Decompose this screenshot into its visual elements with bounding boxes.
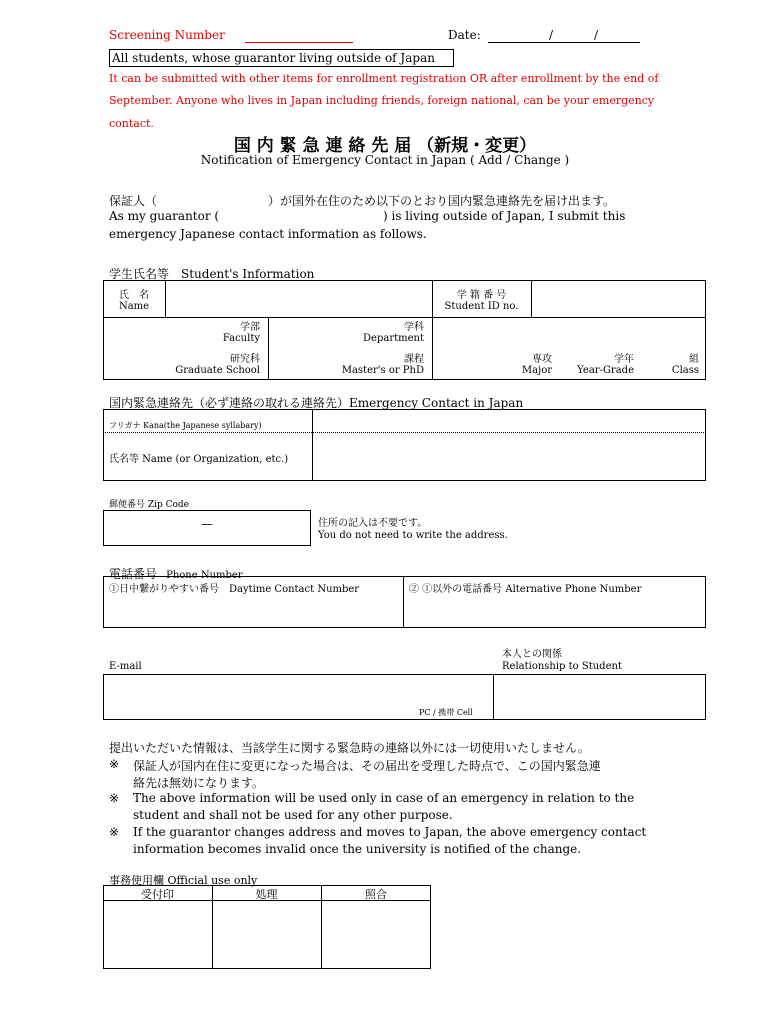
privacy-note-jp: 提出いただいた情報は、当該学生に関する緊急時の連絡以外には一切使用いたしません。: [109, 741, 590, 755]
table-divider: [403, 576, 404, 628]
alternative-phone-field[interactable]: [405, 596, 704, 626]
graduate-school-label-en: Graduate School: [175, 365, 260, 376]
device-type-label: PC / 携帯 Cell: [419, 708, 473, 717]
table-divider: [531, 280, 532, 317]
kana-divider: [103, 432, 706, 433]
note-mark: ※: [109, 791, 120, 805]
zip-code-dash: —: [201, 517, 213, 531]
graduate-school-label-jp: 研究科: [230, 354, 260, 365]
screening-number-label: Screening Number: [109, 28, 225, 42]
invalidation-note-en: If the guarantor changes address and moves to Japan, the above emergency contact: [133, 825, 647, 839]
intro-jp-start: 保証人（: [109, 194, 158, 208]
student-name-field[interactable]: [167, 282, 430, 315]
form-title-en: Notification of Emergency Contact in Japan ( Add / Change ): [200, 153, 570, 167]
invalidation-note-en-cont: information becomes invalid once the university is notified of the change.: [133, 842, 582, 856]
daytime-phone-label: ①日中繋がりやすい番号 Daytime Contact Number: [109, 584, 360, 595]
privacy-note-en: The above information will be used only in case of an emergency in relation to the: [133, 791, 635, 805]
phone-heading-jp: 電話番号: [109, 567, 158, 581]
date-separator: /: [594, 28, 599, 42]
email-label: E-mail: [109, 661, 142, 672]
official-use-heading: 事務使用欄 Official use only: [109, 874, 258, 887]
name-label-jp: 氏 名: [119, 290, 149, 301]
submission-note-line: contact.: [109, 117, 154, 130]
intro-jp-end: ）が国外在住のため以下のとおり国内緊急連絡先を届け出ます。: [268, 194, 616, 208]
student-id-label-jp: 学 籍 番 号: [456, 290, 507, 301]
alternative-phone-label: ② ①以外の電話番号 Alternative Phone Number: [409, 584, 642, 595]
verification-header: 照合: [365, 888, 387, 901]
student-id-field[interactable]: [533, 282, 704, 315]
address-note-en: You do not need to write the address.: [318, 530, 508, 541]
address-note-jp: 住所の記入は不要です。: [318, 518, 428, 529]
privacy-note-en-cont: student and shall not be used for any other purpose.: [133, 808, 453, 822]
invalidation-note-jp: 保証人が国内在住に変更になった場合は、その届出を受理した時点で、この国内緊急連: [133, 759, 601, 773]
note-mark: ※: [109, 825, 120, 839]
table-divider: [268, 317, 269, 380]
zip-code-heading: 郵便番号 Zip Code: [109, 500, 190, 510]
name-label-en: Name: [118, 301, 150, 312]
emergency-contact-heading: 国内緊急連絡先（必ず連絡の取れる連絡先）Emergency Contact in Japan: [109, 396, 524, 410]
table-divider: [165, 280, 166, 317]
course-label-jp: 課程: [404, 354, 424, 365]
faculty-label-en: Faculty: [222, 333, 260, 344]
contact-name-label: 氏名等 Name (or Organization, etc.): [109, 454, 289, 465]
daytime-phone-field[interactable]: [105, 596, 401, 626]
class-label-en: Class: [671, 365, 699, 376]
phone-heading-en: Phone Number: [166, 570, 243, 581]
submission-note-line: It can be submitted with other items for enrollment registration OR after enrollment by the end of: [109, 72, 659, 85]
note-mark: ※: [109, 757, 120, 771]
student-info-heading: 学生氏名等 Student's Information: [109, 267, 315, 281]
intro-en-end: ) is living outside of Japan, I submit this: [383, 209, 626, 223]
intro-en-start: As my guarantor (: [109, 209, 220, 223]
processing-header: 処理: [255, 888, 278, 901]
kana-field[interactable]: [314, 411, 704, 431]
table-divider: [312, 409, 313, 481]
date-label: Date:: [448, 28, 481, 42]
class-label-jp: 組: [689, 354, 699, 365]
department-label-en: Department: [363, 333, 424, 344]
year-label-en: Year-Grade: [577, 365, 634, 376]
faculty-label-jp: 学部: [240, 322, 260, 333]
student-id-label-en: Student ID no.: [444, 301, 519, 312]
table-divider: [493, 674, 494, 720]
course-label-en: Master's or PhD: [341, 365, 424, 376]
form-title-jp: 国 内 緊 急 連 絡 先 届 （新規・変更）: [233, 136, 537, 156]
relationship-field[interactable]: [495, 676, 704, 718]
relationship-label-en: Relationship to Student: [502, 661, 622, 672]
submission-note-line: September. Anyone who lives in Japan including friends, foreign national, can be your emergency: [109, 94, 655, 107]
department-label-jp: 学科: [404, 322, 424, 333]
invalidation-note-jp-cont: 絡先は無効になります。: [133, 776, 265, 790]
reception-stamp-header: 受付印: [141, 888, 174, 901]
major-label-en: Major: [521, 365, 552, 376]
guarantor-abroad-notice: All students, whose guarantor living outside of Japan: [109, 49, 454, 67]
contact-name-field[interactable]: [314, 434, 704, 479]
major-label-jp: 専攻: [532, 354, 552, 365]
intro-en-line2: emergency Japanese contact information as follows.: [109, 227, 427, 241]
date-field[interactable]: [488, 42, 640, 43]
screening-number-field[interactable]: [245, 42, 353, 43]
date-separator: /: [549, 28, 554, 42]
year-label-jp: 学年: [614, 354, 634, 365]
email-field[interactable]: [105, 676, 491, 704]
kana-label: フリガナ Kana(the Japanese syllabary): [109, 421, 262, 430]
relationship-label-jp: 本人との関係: [502, 649, 562, 660]
